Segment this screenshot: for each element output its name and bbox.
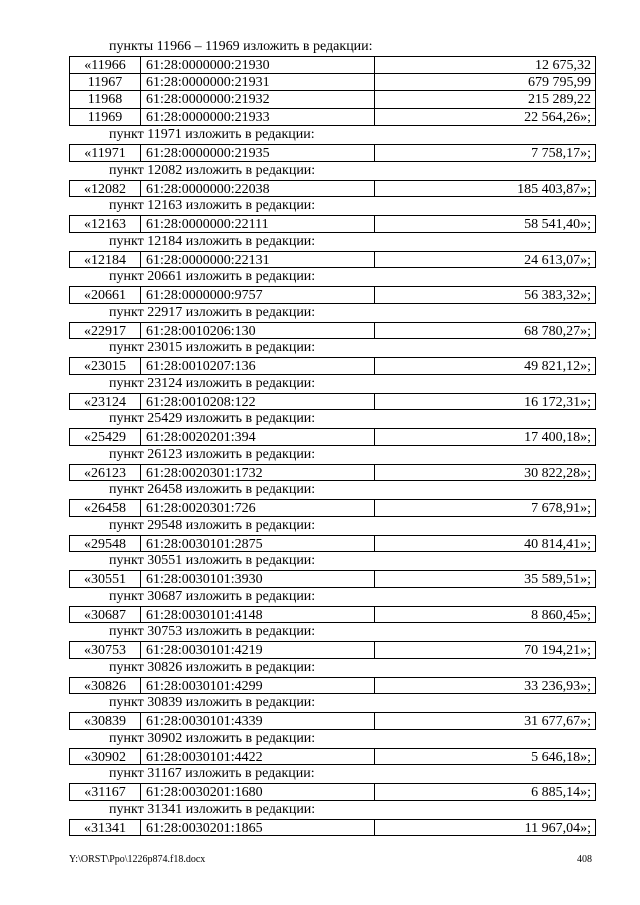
value-cell: 8 860,45»;: [374, 606, 596, 624]
item-number-cell: «31341: [69, 819, 140, 837]
cadastral-number-cell: 61:28:0020301:726: [140, 499, 374, 517]
table-row: [69, 748, 596, 766]
item-number-cell: «11971: [69, 144, 140, 162]
item-number-cell: «23015: [69, 357, 140, 375]
item-number-cell: «25429: [69, 428, 140, 446]
cadastral-number-cell: 61:28:0030101:4219: [140, 641, 374, 659]
item-number-cell: «30551: [69, 570, 140, 588]
item-number-cell: 11968: [69, 91, 140, 109]
amendment-instruction: пункт 12184 изложить в редакции:: [109, 233, 316, 249]
amendment-instruction: пункт 26458 изложить в редакции:: [109, 482, 316, 497]
table-row: [69, 56, 596, 74]
table-row: [69, 109, 596, 127]
item-number-cell: «12184: [69, 251, 140, 269]
table-row: [69, 74, 596, 92]
amendment-instruction: пункт 30753 изложить в редакции:: [109, 624, 316, 639]
table-row: [69, 677, 596, 695]
value-cell: 22 564,26»;: [374, 109, 596, 127]
cadastral-number-cell: 61:28:0030101:3930: [140, 570, 374, 588]
table-row: [69, 428, 596, 446]
cadastral-number-cell: 61:28:0000000:21930: [140, 56, 374, 74]
cadastral-number-cell: 61:28:0000000:22131: [140, 251, 374, 269]
amendment-instruction: пункт 20661 изложить в редакции:: [109, 269, 316, 284]
amendment-instruction: пункт 30839 изложить в редакции:: [109, 695, 316, 710]
cadastral-number-cell: 61:28:0010206:130: [140, 322, 374, 340]
cadastral-number-cell: 61:28:0020201:394: [140, 428, 374, 446]
item-number-cell: «23124: [69, 393, 140, 411]
item-number-cell: «26123: [69, 464, 140, 482]
amendment-instruction: пункт 26123 изложить в редакции:: [109, 446, 316, 462]
item-number-cell: «30839: [69, 712, 140, 730]
value-cell: 7 758,17»;: [374, 144, 596, 162]
value-cell: 11 967,04»;: [374, 819, 596, 837]
value-cell: 5 646,18»;: [374, 748, 596, 766]
footer-file-path: Y:\ORST\Ppo\1226p874.f18.docx: [69, 854, 206, 865]
value-cell: 70 194,21»;: [374, 641, 596, 659]
value-cell: 17 400,18»;: [374, 428, 596, 446]
table-row: [69, 357, 596, 375]
amendment-instruction: пункт 29548 изложить в редакции:: [109, 517, 316, 533]
value-cell: 49 821,12»;: [374, 357, 596, 375]
table-row: [69, 91, 596, 109]
value-cell: 24 613,07»;: [374, 251, 596, 269]
cadastral-number-cell: 61:28:0000000:22038: [140, 180, 374, 198]
document-body: [69, 38, 596, 836]
table-row: [69, 535, 596, 553]
item-number-cell: «30902: [69, 748, 140, 766]
amendment-instruction: пункт 11971 изложить в редакции:: [109, 127, 315, 142]
item-number-cell: «12082: [69, 180, 140, 198]
table-row: [69, 783, 596, 801]
table-row: [69, 606, 596, 624]
value-cell: 6 885,14»;: [374, 783, 596, 801]
cadastral-number-cell: 61:28:0030101:4422: [140, 748, 374, 766]
value-cell: 16 172,31»;: [374, 393, 596, 411]
item-number-cell: «20661: [69, 286, 140, 304]
value-cell: 56 383,32»;: [374, 286, 596, 304]
cadastral-number-cell: 61:28:0000000:21932: [140, 91, 374, 109]
table-row: [69, 570, 596, 588]
cadastral-number-cell: 61:28:0030101:4148: [140, 606, 374, 624]
cadastral-number-cell: 61:28:0000000:21935: [140, 144, 374, 162]
page-number: 408: [577, 854, 592, 865]
cadastral-number-cell: 61:28:0000000:9757: [140, 286, 374, 304]
cadastral-number-cell: 61:28:0000000:21931: [140, 74, 374, 92]
item-number-cell: «12163: [69, 215, 140, 233]
table-row: [69, 819, 596, 837]
table-row: [69, 464, 596, 482]
value-cell: 33 236,93»;: [374, 677, 596, 695]
item-number-cell: «31167: [69, 783, 140, 801]
table-row: [69, 712, 596, 730]
value-cell: 215 289,22: [374, 91, 596, 109]
value-cell: 35 589,51»;: [374, 570, 596, 588]
amendment-instruction: пункт 23015 изложить в редакции:: [109, 340, 316, 355]
table-row: [69, 286, 596, 304]
table-row: [69, 251, 596, 269]
table-row: [69, 393, 596, 411]
item-number-cell: 11967: [69, 74, 140, 92]
value-cell: 7 678,91»;: [374, 499, 596, 517]
table-row: [69, 499, 596, 517]
cadastral-number-cell: 61:28:0010208:122: [140, 393, 374, 411]
value-cell: 679 795,99: [374, 74, 596, 92]
item-number-cell: «22917: [69, 322, 140, 340]
table-row: [69, 641, 596, 659]
amendment-instruction: пункт 12163 изложить в редакции:: [109, 198, 316, 213]
item-number-cell: «30753: [69, 641, 140, 659]
amendment-instruction: пункт 22917 изложить в редакции:: [109, 304, 316, 320]
amendment-instruction: пункт 31167 изложить в редакции:: [109, 766, 315, 781]
amendment-instruction: пункт 25429 изложить в редакции:: [109, 411, 316, 426]
amendment-instruction: пункт 30826 изложить в редакции:: [109, 659, 316, 675]
cadastral-number-cell: 61:28:0030101:4339: [140, 712, 374, 730]
item-number-cell: «11966: [69, 56, 140, 74]
value-cell: 185 403,87»;: [374, 180, 596, 198]
item-number-cell: 11969: [69, 109, 140, 127]
cadastral-number-cell: 61:28:0030101:4299: [140, 677, 374, 695]
table-row: [69, 322, 596, 340]
value-cell: 30 822,28»;: [374, 464, 596, 482]
cadastral-number-cell: 61:28:0030101:2875: [140, 535, 374, 553]
amendment-instruction: пункт 30687 изложить в редакции:: [109, 588, 316, 604]
cadastral-number-cell: 61:28:0000000:21933: [140, 109, 374, 127]
item-number-cell: «30687: [69, 606, 140, 624]
table-row: [69, 180, 596, 198]
amendment-instruction: пункт 30551 изложить в редакции:: [109, 553, 316, 568]
cadastral-number-cell: 61:28:0010207:136: [140, 357, 374, 375]
cadastral-number-cell: 61:28:0000000:22111: [140, 215, 374, 233]
cadastral-number-cell: 61:28:0020301:1732: [140, 464, 374, 482]
table-row: [69, 215, 596, 233]
cadastral-number-cell: 61:28:0030201:1865: [140, 819, 374, 837]
value-cell: 40 814,41»;: [374, 535, 596, 553]
item-number-cell: «30826: [69, 677, 140, 695]
cadastral-number-cell: 61:28:0030201:1680: [140, 783, 374, 801]
value-cell: 12 675,32: [374, 56, 596, 74]
table-row: [69, 144, 596, 162]
amendment-instruction: пункт 30902 изложить в редакции:: [109, 730, 316, 746]
value-cell: 58 541,40»;: [374, 215, 596, 233]
item-number-cell: «29548: [69, 535, 140, 553]
item-number-cell: «26458: [69, 499, 140, 517]
amendment-instruction: пункт 31341 изложить в редакции:: [109, 801, 316, 817]
amendment-instruction: пункт 12082 изложить в редакции:: [109, 162, 316, 178]
value-cell: 31 677,67»;: [374, 712, 596, 730]
value-cell: 68 780,27»;: [374, 322, 596, 340]
amendment-instruction: пункты 11966 – 11969 изложить в редакции:: [109, 39, 373, 54]
amendment-instruction: пункт 23124 изложить в редакции:: [109, 375, 316, 391]
